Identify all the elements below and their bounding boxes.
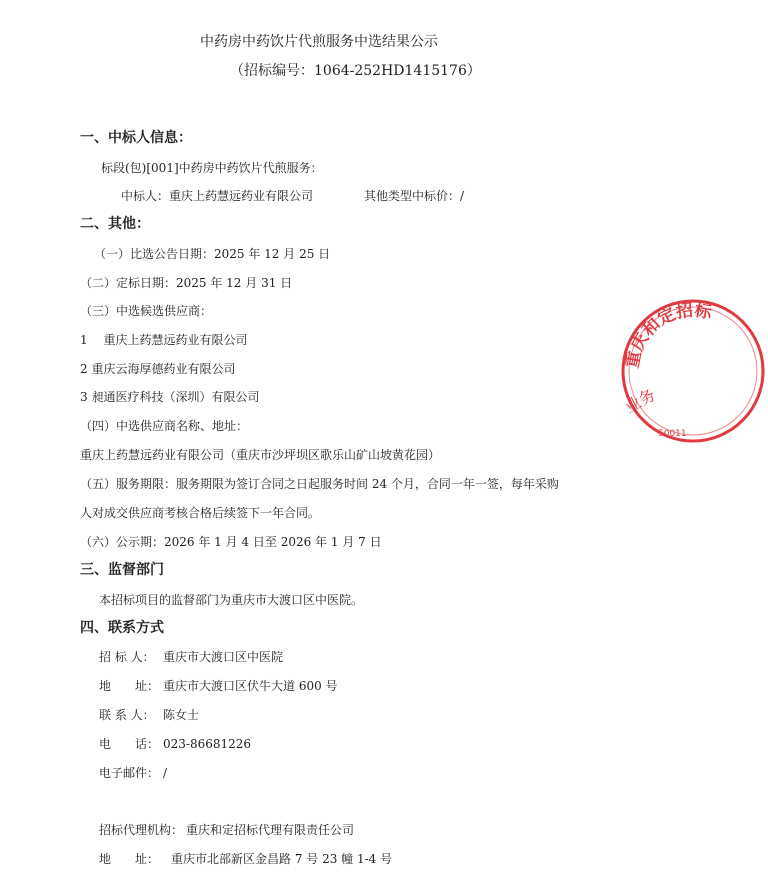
phone-value: 023-86681226 bbox=[163, 737, 252, 751]
address-label: 地 址： bbox=[99, 679, 160, 693]
announcement-date: （一）比选公告日期：2025 年 12 月 25 日 bbox=[94, 247, 331, 261]
agency-value: 重庆和定招标代理有限责任公司 bbox=[186, 823, 355, 837]
selected-supplier-heading: （四）中选供应商名称、地址： bbox=[80, 419, 249, 433]
seal-text: 重庆和定招标 bbox=[622, 300, 714, 370]
email-label: 电子邮件： bbox=[99, 766, 160, 780]
winner-price: 其他类型中标价：/ bbox=[364, 189, 465, 203]
document-title: 中药房中药饮片代煎服务中选结果公示 bbox=[200, 34, 438, 50]
agency-address-label: 地 址： bbox=[99, 852, 160, 866]
buyer-label: 招 标 人： bbox=[99, 650, 155, 664]
contact-label: 联 系 人： bbox=[99, 708, 155, 722]
address-value: 重庆市大渡口区伏牛大道 600 号 bbox=[163, 679, 338, 693]
agency-label: 招标代理机构： bbox=[99, 823, 184, 837]
publicity-period: （六）公示期：2026 年 1 月 4 日至 2026 年 1 月 7 日 bbox=[80, 535, 382, 549]
supervisor-text: 本招标项目的监督部门为重庆市大渡口区中医院。 bbox=[99, 593, 364, 607]
contact-value: 陈女士 bbox=[163, 708, 200, 722]
email-value: / bbox=[163, 766, 168, 780]
buyer-value: 重庆市大渡口区中医院 bbox=[163, 650, 284, 664]
list-item: 3 昶通医疗科技（深圳）有限公司 bbox=[80, 390, 260, 404]
seal-subtext: 业务 bbox=[621, 385, 659, 417]
svg-text:重庆和定招标 bbox=[622, 299, 715, 369]
winner-line: 中标人：重庆上药慧远药业有限公司 bbox=[121, 189, 314, 203]
service-term-line-2: 人对成交供应商考核合格后续签下一年合同。 bbox=[80, 506, 321, 520]
seal-number: 50011 bbox=[658, 429, 687, 439]
section-4-heading: 四、联系方式 bbox=[80, 620, 164, 636]
section-1-heading: 一、中标人信息： bbox=[80, 130, 192, 146]
tender-number: （招标编号：1064-252HD1415176） bbox=[230, 63, 481, 79]
section-3-heading: 三、监督部门 bbox=[80, 562, 164, 578]
service-term-line-1: （五）服务期限：服务期限为签订合同之日起服务时间 24 个月，合同一年一签，每年采购 bbox=[80, 477, 559, 491]
section-2-heading: 二、其他： bbox=[80, 216, 150, 232]
company-seal bbox=[618, 296, 768, 446]
list-item: 1 重庆上药慧远药业有限公司 bbox=[80, 333, 248, 347]
selected-supplier-address: 重庆上药慧远药业有限公司（重庆市沙坪坝区歌乐山矿山坡黄花园） bbox=[80, 448, 441, 462]
phone-label: 电 话： bbox=[99, 737, 160, 751]
lot-line: 标段(包)[001]中药房中药饮片代煎服务： bbox=[101, 161, 323, 175]
award-date: （二）定标日期：2025 年 12 月 31 日 bbox=[80, 276, 293, 290]
agency-address-value: 重庆市北部新区金昌路 7 号 23 幢 1-4 号 bbox=[171, 852, 393, 866]
list-item: 2 重庆云海厚德药业有限公司 bbox=[80, 362, 236, 376]
candidates-heading: （三）中选候选供应商： bbox=[80, 304, 213, 318]
